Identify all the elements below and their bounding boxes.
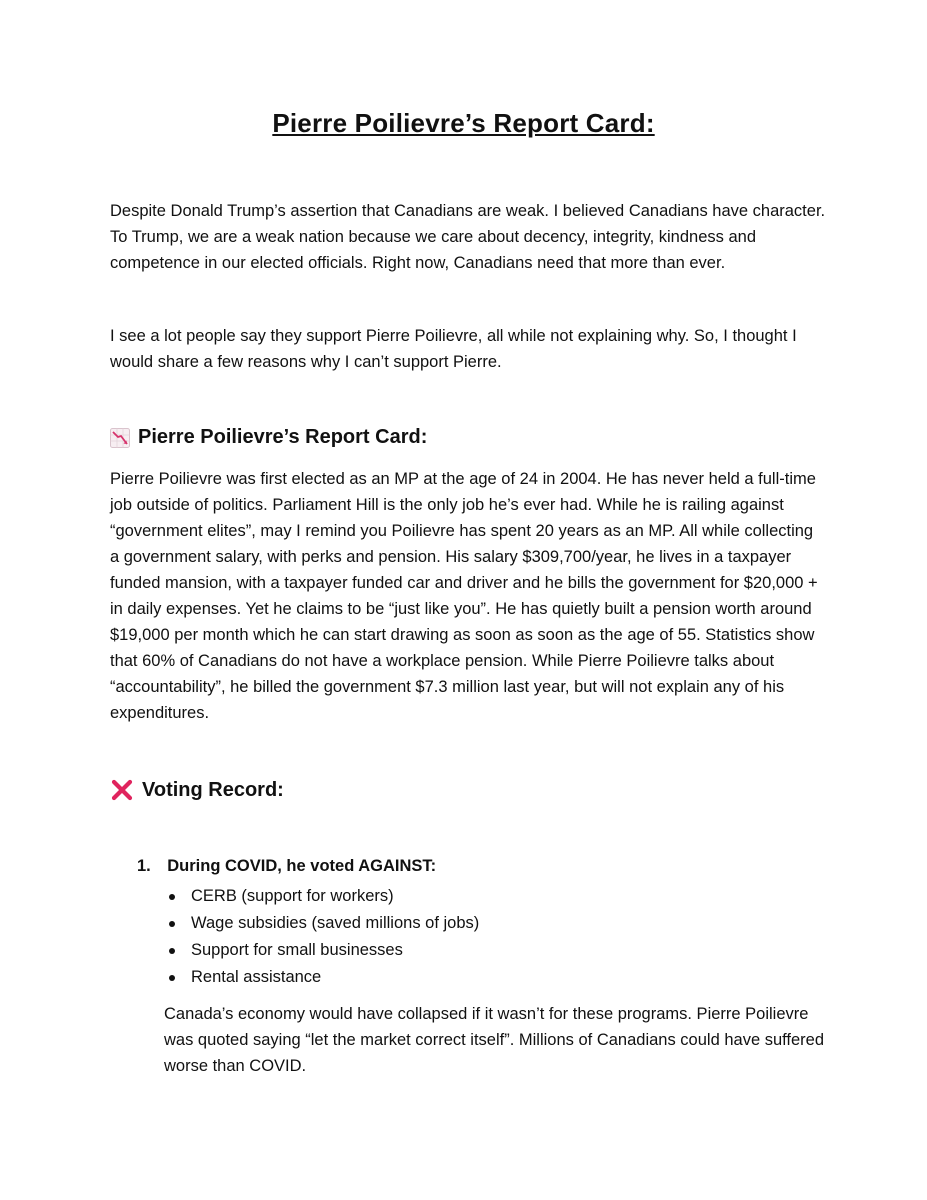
report-card-heading (110, 426, 427, 449)
page-title: Pierre Poilievre’s Report Card: (272, 108, 655, 138)
bullet-icon (169, 894, 175, 900)
list-item (164, 937, 479, 964)
bullet-icon (169, 948, 175, 954)
bullet-icon (169, 921, 175, 927)
chart-decreasing-icon (110, 428, 130, 448)
list-item-1-title: 1. During COVID, he voted AGAINST: (137, 857, 437, 875)
covid-summary-paragraph: Canada’s economy would have collapsed if it wasn’t for these programs. Pierre Poilievre was quoted saying “let the market correct itself”. Millions of Canadians could have suffered worse than COVID. (164, 1005, 825, 1075)
list-item-text: CERB (support for workers) (191, 887, 394, 905)
cross-mark-icon (110, 778, 134, 802)
report-card-heading-text: Pierre Poilievre’s Report Card: (138, 426, 428, 448)
list-item (164, 910, 479, 937)
voting-record-heading-text: Voting Record: (142, 778, 284, 801)
covid-votes-list (164, 883, 479, 991)
list-item-text: Rental assistance (191, 968, 322, 986)
list-item (164, 964, 479, 991)
intro-paragraph-2: I see a lot people say they support Pierre Poilievre, all while not explaining why. So, I thought I would share a few reasons why I can’t support Pierre. (110, 327, 797, 371)
voting-record-heading (110, 778, 284, 802)
intro-paragraph-1: Despite Donald Trump’s assertion that Canadians are weak. I believed Canadians have character. To Trump, we are a weak nation because we care about decency, integrity, kindness and competence in our elected officials. Right now, Canadians need that more than ever. (110, 202, 826, 272)
list-item-text: Wage subsidies (saved millions of jobs) (191, 914, 480, 932)
list-item (164, 883, 479, 910)
report-card-body: Pierre Poilievre was first elected as an MP at the age of 24 in 2004. He has never held a full-time job outside of politics. Parliament Hill is the only job he’s ever had. While he is railing against “government elites”, may I remind you Poilievre has spent 20 years as an MP. All while collecting a government salary, with perks and pension. His salary $309,700/year, he lives in a taxpayer funded mansion, with a taxpayer funded car and driver and he bills the government for $20,000 + in daily expenses. Yet he claims to be “just like you”. He has quietly built a pension worth around $19,000 per month which he can start drawing as soon as soon as the age of 55. Statistics show that 60% of Canadians do not have a workplace pension. While Pierre Poilievre talks about “accountability”, he billed the government $7.3 million last year, but will not explain any of his expenditures. (110, 470, 818, 722)
bullet-icon (169, 975, 175, 981)
list-item-text: Support for small businesses (191, 941, 403, 959)
